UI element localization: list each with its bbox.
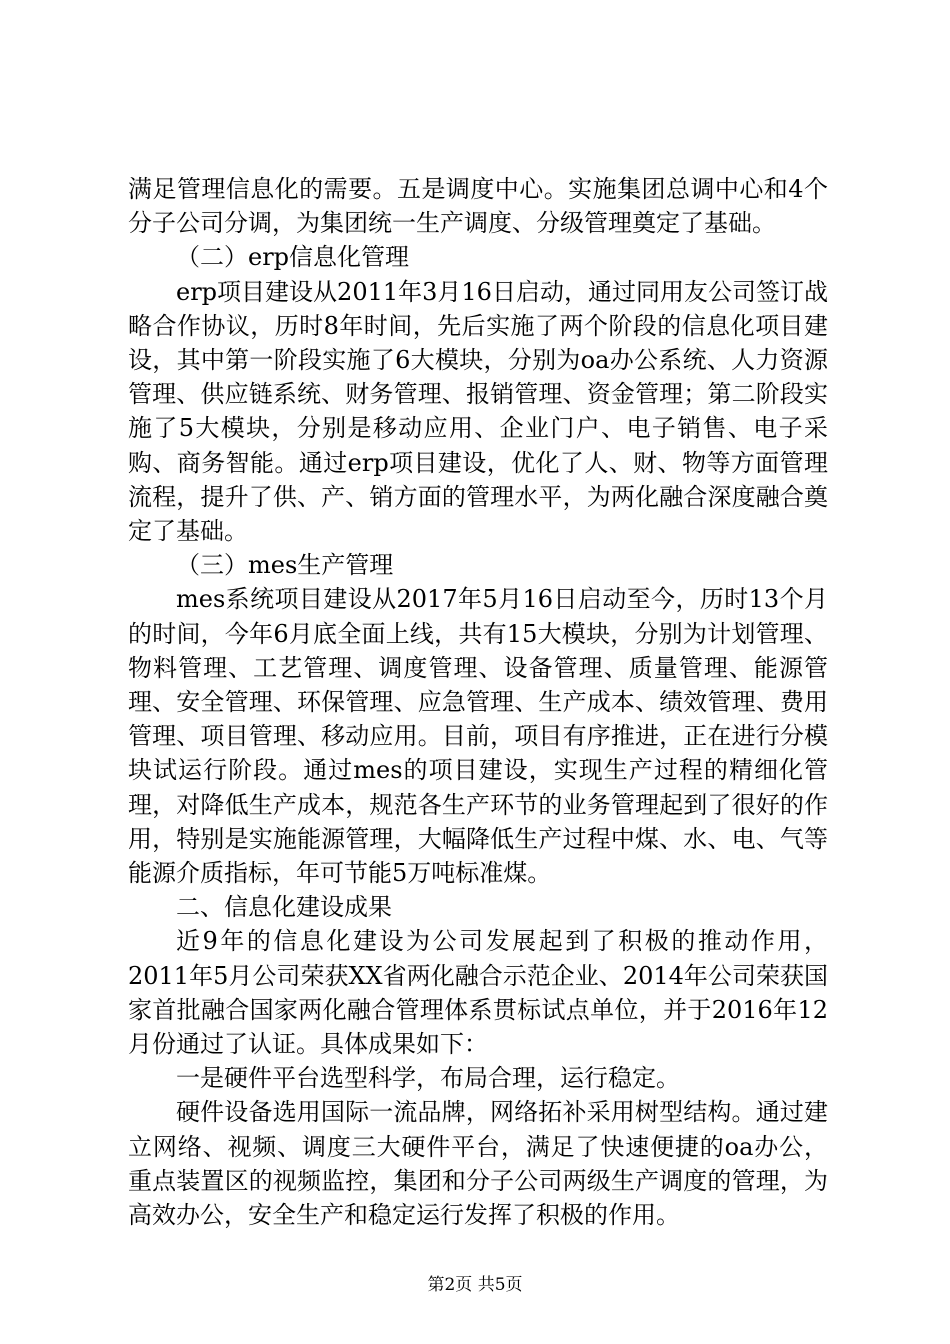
paragraph-results: 近9年的信息化建设为公司发展起到了积极的推动作用，2011年5月公司荣获XX省两化融合示范企业、2014年公司荣获国家首批融合国家两化融合管理体系贯标试点单位，并于2016年12月份通过了认证。具体成果如下：: [128, 927, 828, 1059]
paragraph-hardware: 硬件设备选用国际一流品牌，网络拓补采用树型结构。通过建立网络、视频、调度三大硬件平台，满足了快速便捷的oa办公，重点装置区的视频监控，集团和分子公司两级生产调度的管理，为高效办公，安全生产和稳定运行发挥了积极的作用。: [128, 1098, 828, 1230]
paragraph-erp: erp项目建设从2011年3月16日启动，通过同用友公司签订战略合作协议，历时8年时间，先后实施了两个阶段的信息化项目建设，其中第一阶段实施了6大模块，分别为oa办公系统、人力资源管理、供应链系统、财务管理、报销管理、资金管理；第二阶段实施了5大模块，分别是移动应用、企业门户、电子销售、电子采购、商务智能。通过erp项目建设，优化了人、财、物等方面管理流程，提升了供、产、销方面的管理水平，为两化融合深度融合奠定了基础。: [128, 277, 828, 546]
section-heading-erp: （二）erp信息化管理: [176, 243, 410, 272]
section-heading-mes: （三）mes生产管理: [176, 551, 394, 580]
paragraph-mes: mes系统项目建设从2017年5月16日启动至今，历时13个月的时间，今年6月底全面上线，共有15大模块，分别为计划管理、物料管理、工艺管理、调度管理、设备管理、质量管理、能源管理、安全管理、环保管理、应急管理、生产成本、绩效管理、费用管理、项目管理、移动应用。目前，项目有序推进，正在进行分模块试运行阶段。通过mes的项目建设，实现生产过程的精细化管理，对降低生产成本，规范各生产环节的业务管理起到了很好的作用，特别是实施能源管理，大幅降低生产过程中煤、水、电、气等能源介质指标，年可节能5万吨标准煤。: [128, 585, 828, 888]
document-body: [128, 172, 828, 1232]
subheading-hardware: 一是硬件平台选型科学，布局合理，运行稳定。: [176, 1064, 680, 1093]
section-heading-results: 二、信息化建设成果: [176, 893, 392, 922]
paragraph-continuation: 满足管理信息化的需要。五是调度中心。实施集团总调中心和4个分子公司分调，为集团统一生产调度、分级管理奠定了基础。: [128, 175, 828, 238]
page-footer: 第2页 共5页: [427, 1275, 523, 1295]
